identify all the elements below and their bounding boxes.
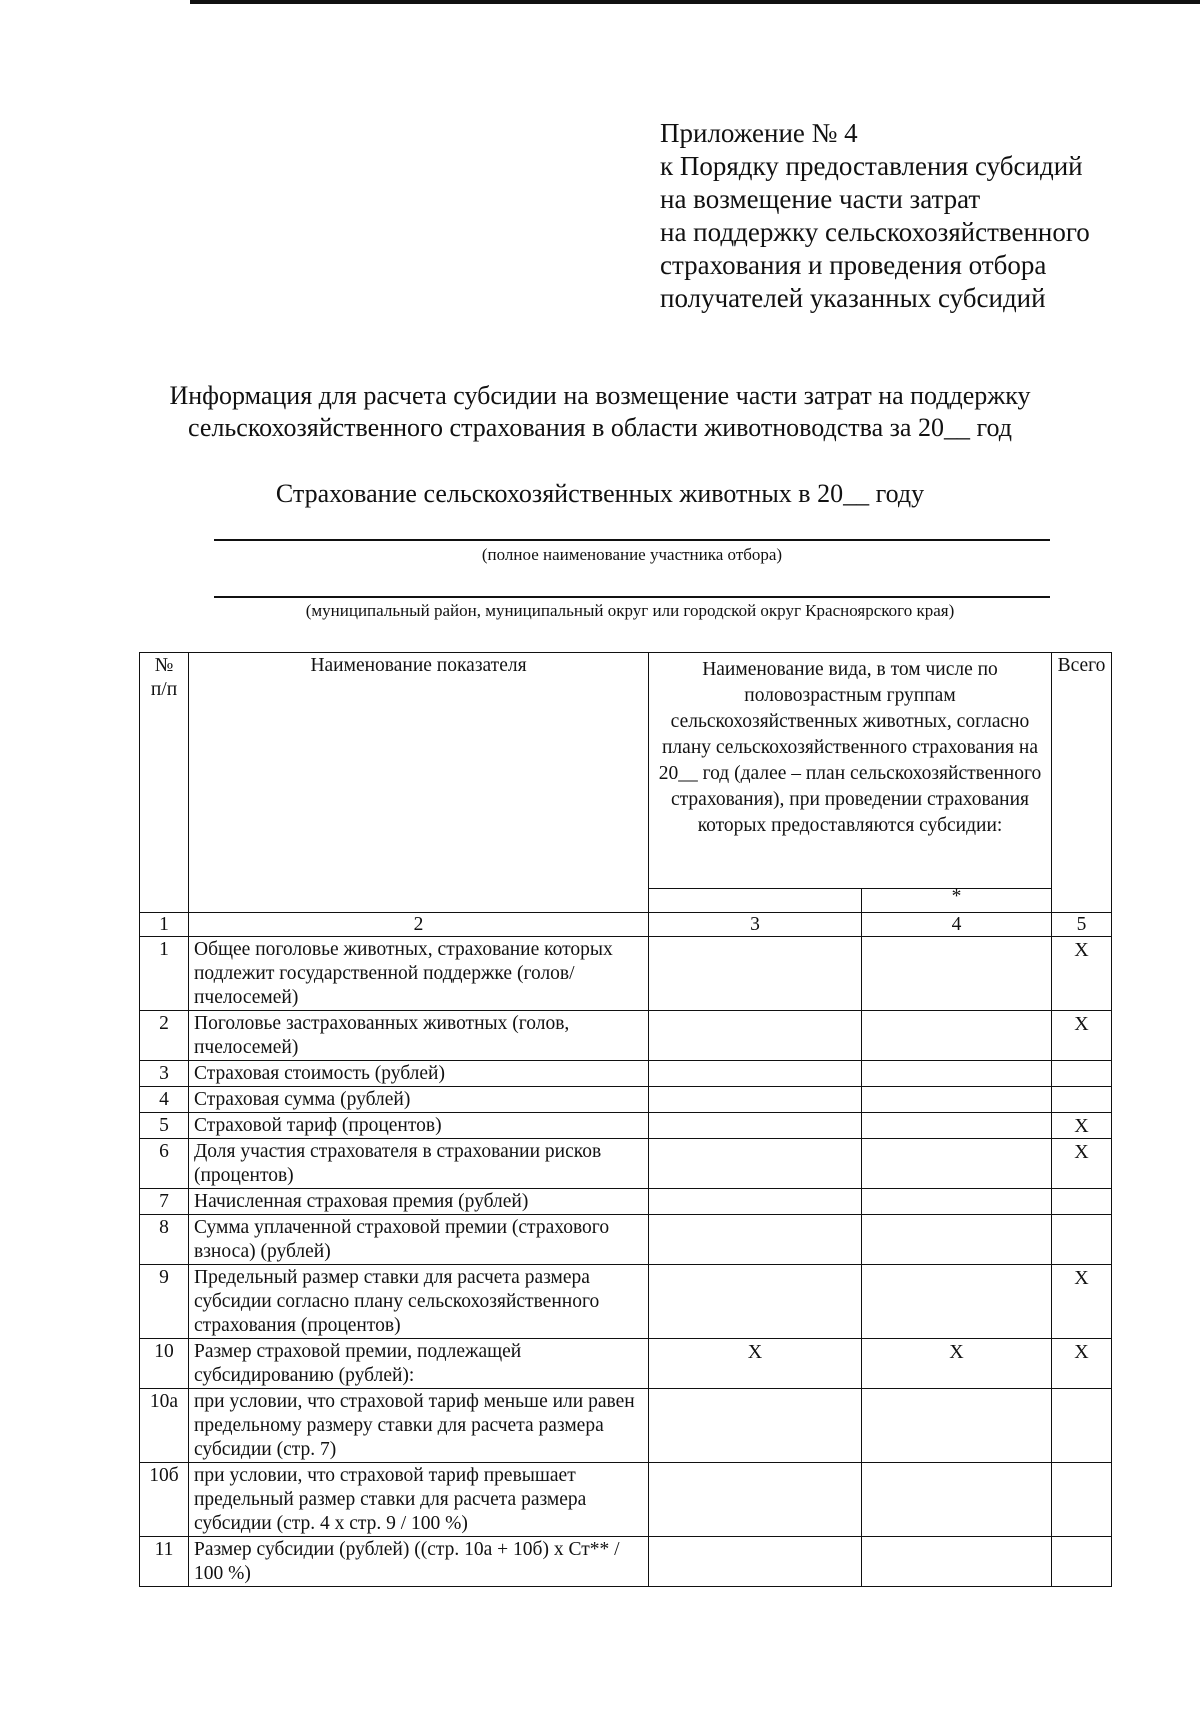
municipality-caption: (муниципальный район, муниципальный округ или городской округ Красноярского края) [305,601,955,620]
row-value-col3[interactable] [649,1537,862,1587]
row-value-col3[interactable] [649,1087,862,1113]
row-value-col3[interactable] [649,1463,862,1537]
table-row [140,1265,1112,1339]
row-value-total: X [1052,1265,1112,1339]
row-indicator-name: Страховой тариф (процентов) [189,1113,649,1139]
table-row [140,1463,1112,1537]
table-row [140,1189,1112,1215]
row-value-col3[interactable] [649,1389,862,1463]
row-number: 8 [140,1215,189,1265]
column-number: 3 [649,913,862,937]
row-number: 4 [140,1087,189,1113]
appendix-heading [660,117,1180,315]
row-number: 2 [140,1011,189,1061]
row-value-total: X [1052,937,1112,1011]
title-line-1: Информация для расчета субсидии на возмещение части затрат на поддержку [169,381,1031,410]
appendix-line: получателей указанных субсидий [660,283,1046,313]
table-row [140,1339,1112,1389]
appendix-line: к Порядку предоставления субсидий [660,151,1083,181]
row-value-col3[interactable] [649,1011,862,1061]
subsidy-calculation-table [139,652,1112,1587]
row-indicator-name: Размер страховой премии, подлежащей субсидированию (рублей): [189,1339,649,1389]
row-number: 3 [140,1061,189,1087]
row-number: 10б [140,1463,189,1537]
document-subtitle: Страхование сельскохозяйственных животных в 20__ году [275,479,925,508]
row-value-col4[interactable] [862,1215,1052,1265]
appendix-line: страхования и проведения отбора [660,250,1047,280]
row-number: 6 [140,1139,189,1189]
appendix-line: на поддержку сельскохозяйственного [660,217,1090,247]
row-value-col3[interactable] [649,1113,862,1139]
row-indicator-name: Страховая сумма (рублей) [189,1087,649,1113]
row-value-col3[interactable] [649,1139,862,1189]
row-indicator-name: Размер субсидии (рублей) ((стр. 10а + 10б) х Ст** / 100 %) [189,1537,649,1587]
column-number: 1 [140,913,189,937]
row-number: 1 [140,937,189,1011]
row-value-col3[interactable] [649,1265,862,1339]
row-indicator-name: при условии, что страховой тариф превышает предельный размер ставки для расчета размера субсидии (стр. 4 х стр. 9 / 100 %) [189,1463,649,1537]
table-row [140,1389,1112,1463]
row-value-col4[interactable] [862,1265,1052,1339]
row-value-total[interactable] [1052,1215,1112,1265]
row-value-col3[interactable] [649,1061,862,1087]
row-value-col4[interactable] [862,1389,1052,1463]
row-value-total[interactable] [1052,1389,1112,1463]
scan-top-edge [190,0,1200,4]
table-row [140,1061,1112,1087]
row-value-total[interactable] [1052,1087,1112,1113]
row-value-col4[interactable] [862,1189,1052,1215]
table-row [140,1011,1112,1061]
row-number: 11 [140,1537,189,1587]
row-value-col4[interactable] [862,1463,1052,1537]
table-row [140,1537,1112,1587]
row-value-total[interactable] [1052,1537,1112,1587]
header-sub-cell-3 [649,889,862,913]
row-value-col4[interactable] [862,1537,1052,1587]
row-value-total[interactable] [1052,1189,1112,1215]
participant-caption: (полное наименование участника отбора) [481,545,783,564]
table-row [140,1087,1112,1113]
row-value-col3[interactable] [649,1189,862,1215]
row-value-col4[interactable] [862,1087,1052,1113]
table-row [140,1215,1112,1265]
row-value-total: X [1052,1139,1112,1189]
row-value-total[interactable] [1052,1463,1112,1537]
participant-name-line [214,539,1050,541]
row-number: 10 [140,1339,189,1389]
row-number: 10а [140,1389,189,1463]
row-value-col4[interactable] [862,1011,1052,1061]
row-indicator-name: Поголовье застрахованных животных (голов, пчелосемей) [189,1011,649,1061]
row-number: 5 [140,1113,189,1139]
row-value-total[interactable] [1052,1061,1112,1087]
row-indicator-name: Страховая стоимость (рублей) [189,1061,649,1087]
header-col-no: № п/п [140,653,189,913]
row-indicator-name: Начисленная страховая премия (рублей) [189,1189,649,1215]
row-value-col3[interactable] [649,937,862,1011]
header-col-kind: Наименование вида, в том числе по половозрастным группам сельскохозяйственных животных, согласно плану сельскохозяйственного страхования на 20__ год (далее – план сельскохозяйственного страхования), при проведении страхования которых предоставляются субсидии: [649,653,1052,889]
row-value-total: X [1052,1011,1112,1061]
document-title [100,380,1100,444]
table-row [140,1139,1112,1189]
municipality-line [214,596,1050,598]
appendix-line: Приложение № 4 [660,118,858,148]
row-value-col4[interactable] [862,1061,1052,1087]
row-value-total: X [1052,1113,1112,1139]
row-indicator-name: Сумма уплаченной страховой премии (страхового взноса) (рублей) [189,1215,649,1265]
row-value-col4: X [862,1339,1052,1389]
row-value-col4[interactable] [862,1113,1052,1139]
table-row [140,937,1112,1011]
column-number: 2 [189,913,649,937]
row-indicator-name: Предельный размер ставки для расчета размера субсидии согласно плану сельскохозяйственного страхования (процентов) [189,1265,649,1339]
header-row [140,653,1112,889]
column-number: 4 [862,913,1052,937]
row-number: 7 [140,1189,189,1215]
row-indicator-name: при условии, что страховой тариф меньше или равен предельному размеру ставки для расчета размера субсидии (стр. 7) [189,1389,649,1463]
column-numbers-row [140,913,1112,937]
row-indicator-name: Доля участия страхователя в страховании рисков (процентов) [189,1139,649,1189]
title-line-2: сельскохозяйственного страхования в области животноводства за 20__ год [188,413,1012,442]
row-value-col3[interactable] [649,1215,862,1265]
row-value-total: X [1052,1339,1112,1389]
table-row [140,1113,1112,1139]
row-indicator-name: Общее поголовье животных, страхование которых подлежит государственной поддержке (голов/пчелосемей) [189,937,649,1011]
row-value-col3: X [649,1339,862,1389]
row-value-col4[interactable] [862,937,1052,1011]
row-value-col4[interactable] [862,1139,1052,1189]
header-col-total: Всего [1052,653,1112,913]
row-number: 9 [140,1265,189,1339]
header-col-name: Наименование показателя [189,653,649,913]
header-sub-star: * [862,889,1052,913]
column-number: 5 [1052,913,1112,937]
appendix-line: на возмещение части затрат [660,184,981,214]
